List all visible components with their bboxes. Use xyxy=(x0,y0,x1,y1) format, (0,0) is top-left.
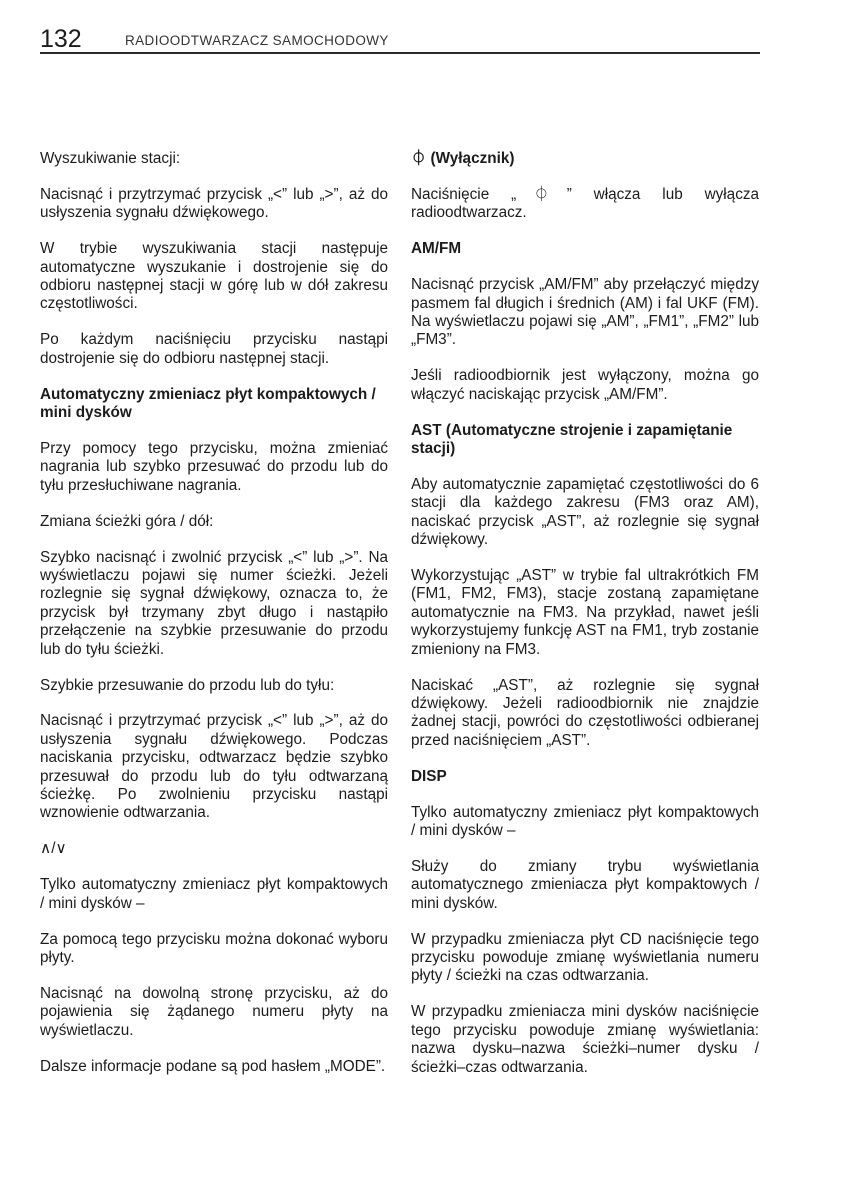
page-header xyxy=(40,26,760,54)
section-heading: AST (Automatyczne strojenie i zapamiętanie stacji) xyxy=(411,421,733,457)
running-title: RADIOODTWARZACZ SAMOCHODOWY xyxy=(125,33,389,48)
paragraph: Naciskać „AST”, aż rozlegnie się sygnał dźwiękowy. Jeżeli radioodbiornik nie znajdzie żadnej stacji, powróci do częstotliwości odbieranej przed naciśnięciem „AST”. xyxy=(411,676,759,749)
paragraph: Nacisnąć i przytrzymać przycisk „<” lub „>”, aż do usłyszenia sygnału dźwiękowego. xyxy=(40,185,388,222)
paragraph: Nacisnąć i przytrzymać przycisk „<” lub „>”, aż do usłyszenia sygnału dźwiękowego. Podczas naciskania przycisku, odtwarzacz będzie szybko przesuwał do przodu lub do tyłu odtwarzaną ścieżkę. Po zwolnieniu przycisku nastąpi wznowienie odtwarzania. xyxy=(40,712,388,822)
section-heading: Automatyczny zmieniacz płyt kompaktowych / mini dysków xyxy=(40,385,376,422)
section-heading: AM/FM xyxy=(411,240,462,258)
paragraph: W przypadku zmieniacza mini dysków naciśnięcie tego przycisku powoduje zmianę wyświetlania: nazwa dysku–nazwa ścieżki–numer dysku / ścieżki–czas odtwarzania. xyxy=(411,1003,759,1076)
section-heading: ∧/∨ xyxy=(40,840,67,858)
paragraph: W trybie wyszukiwania stacji następuje automatyczne wyszukanie i dostrojenie się do odbioru następnej stacji w górę lub w dół zakresu częstotliwości. xyxy=(40,240,388,313)
paragraph: Za pomocą tego przycisku można dokonać wyboru płyty. xyxy=(40,930,388,966)
paragraph: Nacisnąć na dowolną stronę przycisku, aż do pojawienia się żądanego numeru płyty na wyświetlaczu. xyxy=(40,984,388,1039)
paragraph: Aby automatycznie zapamiętać częstotliwości do 6 stacji dla każdego zakresu (FM3 oraz AM), naciskać przycisk „AST”, aż rozlegnie się sygnał dźwiękowy. xyxy=(411,475,759,549)
paragraph: Zmiana ścieżki góra / dół: xyxy=(40,512,214,530)
paragraph: Jeśli radioodbiornik jest wyłączony, można go włączyć naciskając przycisk „AM/FM”. xyxy=(411,367,759,403)
section-heading: ⏀ (Wyłącznik) xyxy=(411,150,515,167)
paragraph: Nacisnąć przycisk „AM/FM” aby przełączyć między pasmem fal długich i średnich (AM) i fal UKF (FM). Na wyświetlaczu pojawi się „AM”, „FM1”, „FM2” lub „FM3”. xyxy=(411,276,759,349)
left-column xyxy=(40,150,388,1094)
paragraph: Po każdym naciśnięciu przycisku nastąpi dostrojenie się do odbioru następnej stacji. xyxy=(40,331,388,367)
section-heading: DISP xyxy=(411,767,447,785)
paragraph: Dalsze informacje podane są pod hasłem „MODE”. xyxy=(40,1057,386,1075)
paragraph: Wykorzystując „AST” w trybie fal ultrakrótkich FM (FM1, FM2, FM3), stacje zostaną zapamiętane automatycznie na FM3. Na przykład, nawet jeśli wykorzystujemy funkcję AST na FM1, tryb zostanie zmieniony na FM3. xyxy=(411,567,759,658)
right-column xyxy=(411,150,759,1094)
paragraph: W przypadku zmieniacza płyt CD naciśnięcie tego przycisku powoduje zmianę wyświetlania numeru płyty / ścieżki na czas odtwarzania. xyxy=(411,930,759,985)
paragraph: Tylko automatyczny zmieniacz płyt kompaktowych / mini dysków – xyxy=(40,876,388,912)
paragraph: Szybkie przesuwanie do przodu lub do tyłu: xyxy=(40,676,335,694)
paragraph: Wyszukiwanie stacji: xyxy=(40,150,181,167)
page-number: 132 xyxy=(40,25,82,53)
paragraph: Przy pomocy tego przycisku, można zmieniać nagrania lub szybko przesuwać do przodu lub do tyłu przesłuchiwane nagrania. xyxy=(40,439,388,494)
paragraph: Naciśnięcie „⏀” włącza lub wyłącza radioodtwarzacz. xyxy=(411,185,759,222)
paragraph: Tylko automatyczny zmieniacz płyt kompaktowych / mini dysków – xyxy=(411,803,759,839)
paragraph: Szybko nacisnąć i zwolnić przycisk „<” lub „>”. Na wyświetlaczu pojawi się numer ścieżki. Jeżeli rozlegnie się sygnał dźwiękowy, oznacza to, że przycisk był trzymany zbyt długo i nastąpiło przełączenie na szybkie przesuwanie do przodu lub do tyłu ścieżki. xyxy=(40,548,388,658)
paragraph: Służy do zmiany trybu wyświetlania automatycznego zmieniacza płyt kompaktowych / mini dysków. xyxy=(411,857,759,912)
